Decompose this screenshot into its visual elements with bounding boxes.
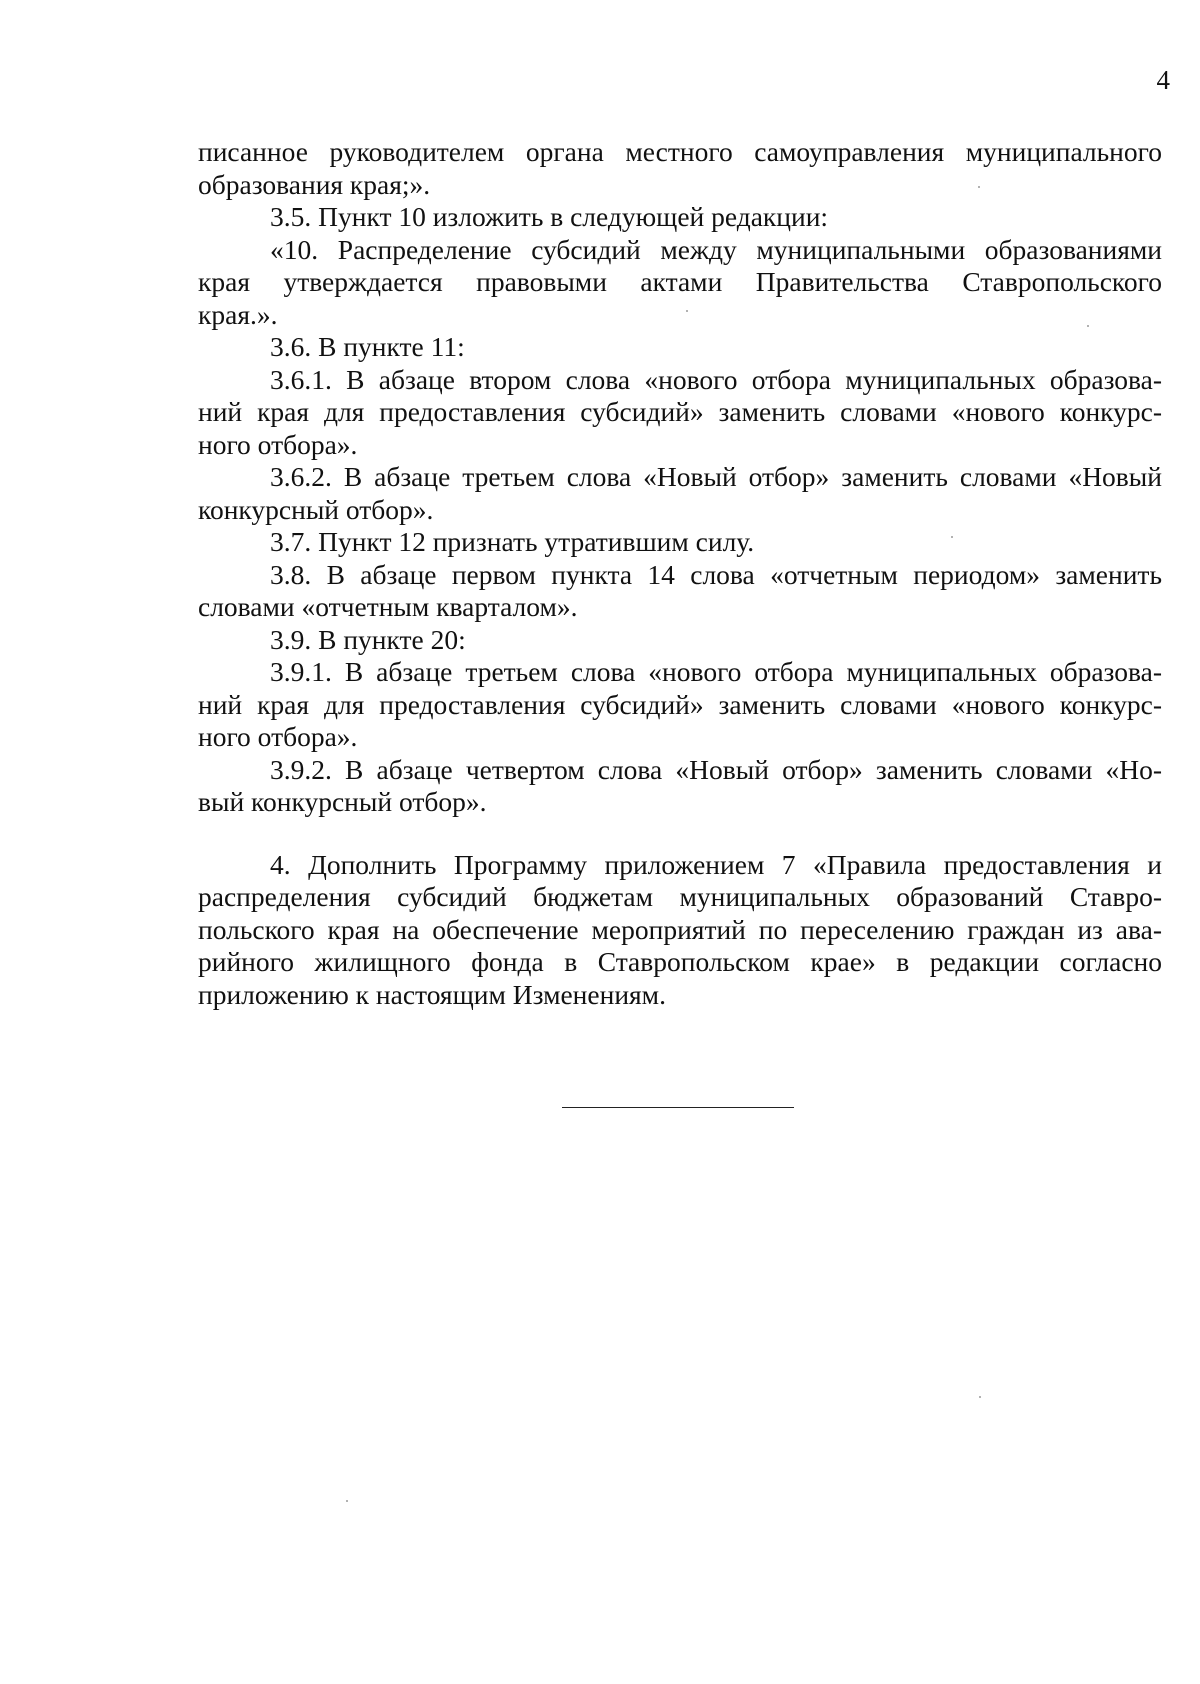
text-line: 3.6.2. В абзаце третьем слова «Новый отбор» заменить словами «Новый (270, 461, 1162, 492)
document-body (198, 136, 1162, 1011)
text-line: 4. Дополнить Программу приложением 7 «Правила предоставления и (270, 848, 1162, 880)
text-line: распределения субсидий бюджетам муниципальных образований Ставро- (198, 881, 1162, 912)
closing-divider (562, 1107, 794, 1108)
scan-speck (951, 536, 953, 538)
text-line: края утверждается правовыми актами Правительства Ставропольского (198, 266, 1162, 297)
text-line: словами «отчетным кварталом». (198, 591, 578, 622)
text-line: 3.9.2. В абзаце четвертом слова «Новый отбор» заменить словами «Но- (270, 753, 1162, 785)
text-line: ний края для предоставления субсидий» заменить словами «нового конкурс- (198, 396, 1162, 427)
text-line: приложению к настоящим Изменениям. (198, 978, 666, 1010)
text-line: ного отбора». (198, 721, 358, 752)
text-line: 3.6.1. В абзаце втором слова «нового отбора муниципальных образова- (270, 363, 1162, 395)
text-line: вый конкурсный отбор». (198, 786, 487, 817)
text-line: рийного жилищного фонда в Ставропольском крае» в редакции согласно (198, 946, 1162, 977)
page-number: 4 (1156, 65, 1170, 95)
text-line: конкурсный отбор». (198, 493, 434, 525)
text-line: ний края для предоставления субсидий» заменить словами «нового конкурс- (198, 688, 1162, 720)
text-line: ного отбора». (198, 428, 358, 460)
text-line: края.». (198, 298, 278, 330)
text-line: 3.6. В пункте 11: (270, 331, 465, 362)
text-line: 3.9. В пункте 20: (270, 623, 466, 655)
text-line: 3.8. В абзаце первом пункта 14 слова «отчетным периодом» заменить (270, 558, 1162, 590)
text-line: «10. Распределение субсидий между муниципальными образованиями (270, 233, 1162, 265)
text-line: 3.9.1. В абзаце третьем слова «нового отбора муниципальных образова- (270, 656, 1162, 687)
scan-speck (1087, 325, 1089, 327)
scan-speck (686, 310, 688, 312)
scan-speck (979, 1396, 981, 1398)
scan-speck (978, 186, 980, 188)
text-line: польского края на обеспечение мероприятий по переселению граждан из ава- (198, 913, 1162, 945)
scan-speck (346, 1500, 348, 1502)
paragraph-gap (198, 819, 1162, 849)
text-line: писанное руководителем органа местного самоуправления муниципального (198, 136, 1162, 167)
text-line: 3.7. Пункт 12 признать утратившим силу. (270, 526, 755, 557)
text-line: образования края;». (198, 168, 431, 200)
text-line: 3.5. Пункт 10 изложить в следующей редакции: (270, 201, 829, 232)
